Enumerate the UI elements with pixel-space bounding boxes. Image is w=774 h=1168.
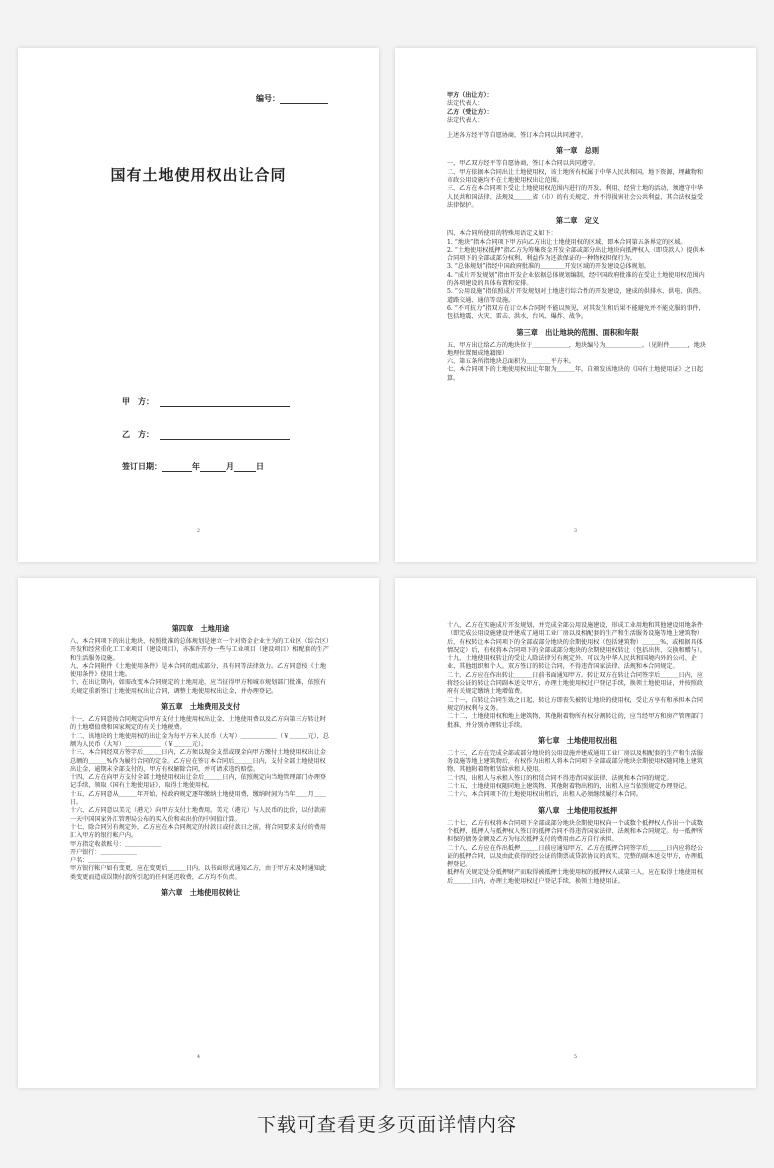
document-page-4 <box>18 578 379 1088</box>
clause: 八、本合同项下的出让地块，按照批准的总体规划是建立一个对资金企业主为的工业区（综合区）开发和经营重化工工业项目（建设项目），亦准许开办一些与工业项目（建设项目）相配套的生产和生活服务设施。 <box>70 638 329 662</box>
clause: 6. “不可抗力”指双方在订立本合同时不能以预见，对其发生和后果不能避免并不能克服的事件，包括地震、火灾、雷击、洪水、台风、爆炸、战争。 <box>447 304 705 321</box>
page-number: 4 <box>196 1054 201 1060</box>
contract-number-blank <box>280 95 328 104</box>
document-page-cover <box>18 48 379 562</box>
clause: 六、第五条所指地块总面积为＿＿＿＿平方米。 <box>447 358 575 366</box>
document-page-3 <box>395 48 756 562</box>
clause: 甲方指定收款账号：＿＿＿＿＿＿ <box>70 840 162 848</box>
clause: 二十七、乙方有权将本合同项下全部或部分地块余期使用权向一个或数个抵押权人作出一个或数个抵押，抵押人与抵押权人签订的抵押合同不得违背国家法律、法规和本合同规定。每一抵押所担保的债务金额及乙方为每次抵押支付的费用由乙方自行承担。 <box>447 819 703 844</box>
clause: 二十一、自转让合同生效之日起，转让方即丧失被转让地块的使用权，受让方享有和承担本合同规定的权利与义务。 <box>447 696 703 712</box>
clause: 2. “土地使用权抵押”指乙方为筹集资金开发全部或部分出让地块向抵押权人（即贷款人）提供本合同项下的全部或部分权利、利益作为还款保证的一种物权担保行为。 <box>447 246 705 263</box>
intro-text: 上述各方经平等自愿协商，签订本合同以共同遵守。 <box>447 132 588 140</box>
page-3-text <box>447 92 708 383</box>
day-blank <box>234 463 256 472</box>
chapter-heading: 第一章 总则 <box>555 146 600 156</box>
download-more-caption[interactable]: 下载可查看更多页面详情内容 <box>256 1114 517 1136</box>
clause: 三、乙方在本合同项下受让土地使用权范围内进行的开发、利用、经营土地的活动，须遵守中华人民共和国法律、法规及＿＿＿省（市）的有关规定，并不得损害社会公共利益，其合法权益受法律保护。 <box>447 185 703 209</box>
chapter-heading: 第二章 定义 <box>555 216 600 226</box>
clause: 甲方银行帐户如有变更，应在变更后＿＿＿日内，以书面形式通知乙方，由于甲方未及时通知此类变更而造成误期付款所引起的任何延迟收费，乙方均不负责。 <box>70 865 326 881</box>
contract-number-line <box>256 93 328 104</box>
clause: 十四、乙方在向甲方支付全部土地使用权出让金后＿＿＿日内，依照规定向当地管理部门办理登记手续，领取《国有土地使用证》，取得土地使用权。 <box>70 774 326 790</box>
clause: 二、甲方依据本合同出让土地使用权，该土地所有权属于中华人民共和国。地下资源，埋藏物和市政公用设施均不在土地使用权出让范围。 <box>447 168 703 185</box>
clause: 四、本合同所使用的特殊用语定义如下： <box>447 230 557 238</box>
page-number: 5 <box>573 1054 578 1060</box>
page-number: 3 <box>573 528 578 534</box>
month-label: 月 <box>226 461 234 471</box>
page-4-text <box>70 624 331 902</box>
chapter-heading: 第五章 土地费用及支付 <box>160 702 241 712</box>
clause: 十七、除合同另有规定外，乙方应在本合同规定的付款日或付款日之前，将合同要求支付的费用汇入甲方的银行帐户内。 <box>70 823 326 840</box>
sign-date-label: 签订日期： <box>122 461 162 471</box>
clause: 五、甲方出让给乙方的地块位于＿＿＿＿＿＿，地块编号为＿＿＿＿＿＿。（见附件＿＿＿，地块地理位置图成地籍图） <box>447 341 706 357</box>
clause: 七、本合同项下的土地使用权出让年限为＿＿＿年，自颁发该地块的《国有土地使用证》之日起算。 <box>447 366 703 382</box>
page-5-text <box>447 622 708 886</box>
page-number: 2 <box>196 528 201 534</box>
clause: 二十六、本合同项下的土地使用权出租后，出租人必须继续履行本合同。 <box>447 791 642 799</box>
clause: 一、甲乙双方经平等自愿协商，签订本合同以共同遵守。 <box>447 160 600 168</box>
header-rep-b: 法定代表人： <box>447 116 484 124</box>
clause: 二十、乙方应在作出转让＿＿＿日前书面通知甲方。转让双方在转让合同签字后＿＿＿日内，应将经公证的转让合同副本送交甲方，办理土地使用权过户登记手续，换领土地使用证，并按照政府有关规定缴纳土地增值费。 <box>447 671 703 696</box>
clause: 5. “公用设施”指依照成片开发规划对土地进行综合性的开发建设，建成的供排水、供电、供热、道路交通、通信等设施。 <box>447 288 705 304</box>
clause: 二十八、乙方应在作出抵押＿＿＿日前应通知甲方，乙方在抵押合同签字后＿＿＿日内应将经公证的抵押合同，以及由此获得的经公证的期票或贷款协议的真实、完整的副本送交甲方，办理抵押登记。 <box>447 844 703 869</box>
clause: 二十三、乙方在完成全部或部分地块的公用设施并建成通用工业厂房以及相配套的生产和生活服务设施等地上建筑物后，有权作为出租人将本合同项下全部或部分地块余期使用权随同地上建筑物、其他附着物租赁给承租人使用。 <box>447 749 703 774</box>
sign-date-line <box>122 461 264 472</box>
clause: 十八、乙方在实施成片开发规划，并完成全部公用设施建设，形成工业用地和其他建设用地条件（即完成公用设施建设并建成了通用工业厂房以及相配套的生产和生活服务设施等地上建筑物）后，有权转让本合同项下的全部或部分地块的余期使用权（包括建筑物）＿＿＿%，或根据具体情况定）后，有权将本合同项下的全部或部分地块的余期使用权转让（包括出售、交换和赠与）。 <box>447 622 706 654</box>
month-blank <box>200 463 226 472</box>
clause: 户名：＿＿＿＿＿＿ <box>70 857 125 865</box>
chapter-heading: 第三章 出让地块的范围、面积和年限 <box>516 327 639 337</box>
clause: 十五、乙方同意从＿＿＿年开始，按政府规定逐年缴纳土地使用费，缴纳时间为当年＿＿月＿＿日。 <box>70 790 326 807</box>
clause: 十三、本合同经双方签字后＿＿＿日内，乙方须以现金支票或现金向甲方缴付土地使用权出让金总额的＿＿＿%作为履行合同的定金。乙方应在签订本合同后＿＿＿日内，支付全部土地使用权出让金，逾期未全部支付的，甲方有权解除合同，并可请求违约赔偿。 <box>70 749 326 773</box>
day-label: 日 <box>256 461 264 471</box>
clause: 九、本合同附件《土地使用条件》是本合同的组成部分，具有同等法律效力。乙方同意按《土地使用条件》使用土地。 <box>70 662 326 679</box>
clause: 十二、该地块的土地使用权的出让金为每平方米人民币（大写）＿＿＿＿＿＿（￥＿＿＿元），总额为人民币（大写）＿＿＿＿＿＿（￥＿＿＿元）。 <box>70 732 329 748</box>
clause: 十一、乙方同意按合同规定向甲方支付土地使用权出让金、土地使用费以及乙方向第三方转让时的土地增值费和国家规定的有关土地税费。 <box>70 716 326 732</box>
clause: 4. “成片开发规划”指由开发企业依据总体规划编制，经中国政府批准的在受让土地使用权范围内的各项建设的具体布置和安排。 <box>447 271 705 288</box>
chapter-heading: 第六章 土地使用权转让 <box>160 888 241 898</box>
clause: 二十五、土地使用权随同地上建筑物、其他附着物出租的，出租人应当依照规定办理登记。 <box>447 783 691 791</box>
header-rep-a: 法定代表人： <box>447 100 484 108</box>
party-a-line <box>122 396 290 407</box>
clause: 1. “地块”指本合同项下甲方向乙方出让土地使用权的区域，即本合同第五条界定的区域。 <box>447 238 687 246</box>
clause: 十、在出让期内，如需改变本合同规定的土地用途，应当征得甲方和城市规划部门批准，依照有关规定重新签订土地使用权出让合同，调整土地使用权出让金，并办理登记。 <box>70 679 326 695</box>
chapter-heading: 第八章 土地使用权抵押 <box>537 805 618 815</box>
clause: 抵押有关规定处分抵押财产而取得被抵押土地使用权的抵押权人或第三人，应在取得土地使用权后＿＿＿日内，办理土地使用权过户登记手续，换领土地使用证。 <box>447 869 703 885</box>
party-a-label: 甲 方： <box>122 396 154 406</box>
party-a-blank <box>160 398 290 407</box>
clause: 3. “总体规划”指经中国政府批准的＿＿＿＿开发区域的开发建设总体规划。 <box>447 263 650 271</box>
header-party-a: 甲方（出让方）： <box>447 92 493 99</box>
party-b-line <box>122 429 290 440</box>
chapter-heading: 第四章 土地用途 <box>171 624 230 633</box>
header-party-b: 乙方（受让方）： <box>447 108 493 116</box>
clause: 二十四、出租人与承租人签订的租赁合同不得违背国家法律、法规和本合同的规定。 <box>447 774 673 782</box>
clause: 二十二、土地使用权和地上建筑物，其他附着物所有权分割转让的，应当经甲方和房产管理部门批准，并分别办理转让手续。 <box>447 713 703 729</box>
chapter-heading: 第七章 土地使用权出租 <box>537 735 618 745</box>
clause: 十九、土地使用权转让的受让人除法律另有规定外，可以为中华人民共和国境内外的公司、企业、其他组织和个人。双方签订的转让合同，不得违背国家法律、法规和本合同规定。 <box>447 655 697 671</box>
party-b-label: 乙 方： <box>122 429 154 439</box>
contract-number-label: 编号： <box>256 93 280 103</box>
document-page-5 <box>395 578 756 1088</box>
year-label: 年 <box>192 461 200 471</box>
party-b-blank <box>160 431 290 440</box>
contract-title: 国有土地使用权出让合同 <box>110 166 287 184</box>
clause: 开户银行：＿＿＿＿＿＿ <box>70 848 138 856</box>
clause: 十六、乙方同意以美元（港元）向甲方支付土地费用。美元（港元）与人民币的比价，以付款前一天中国国家外汇管理局公布的买入价和卖出价的中间值计算。 <box>70 807 326 823</box>
year-blank <box>162 463 192 472</box>
